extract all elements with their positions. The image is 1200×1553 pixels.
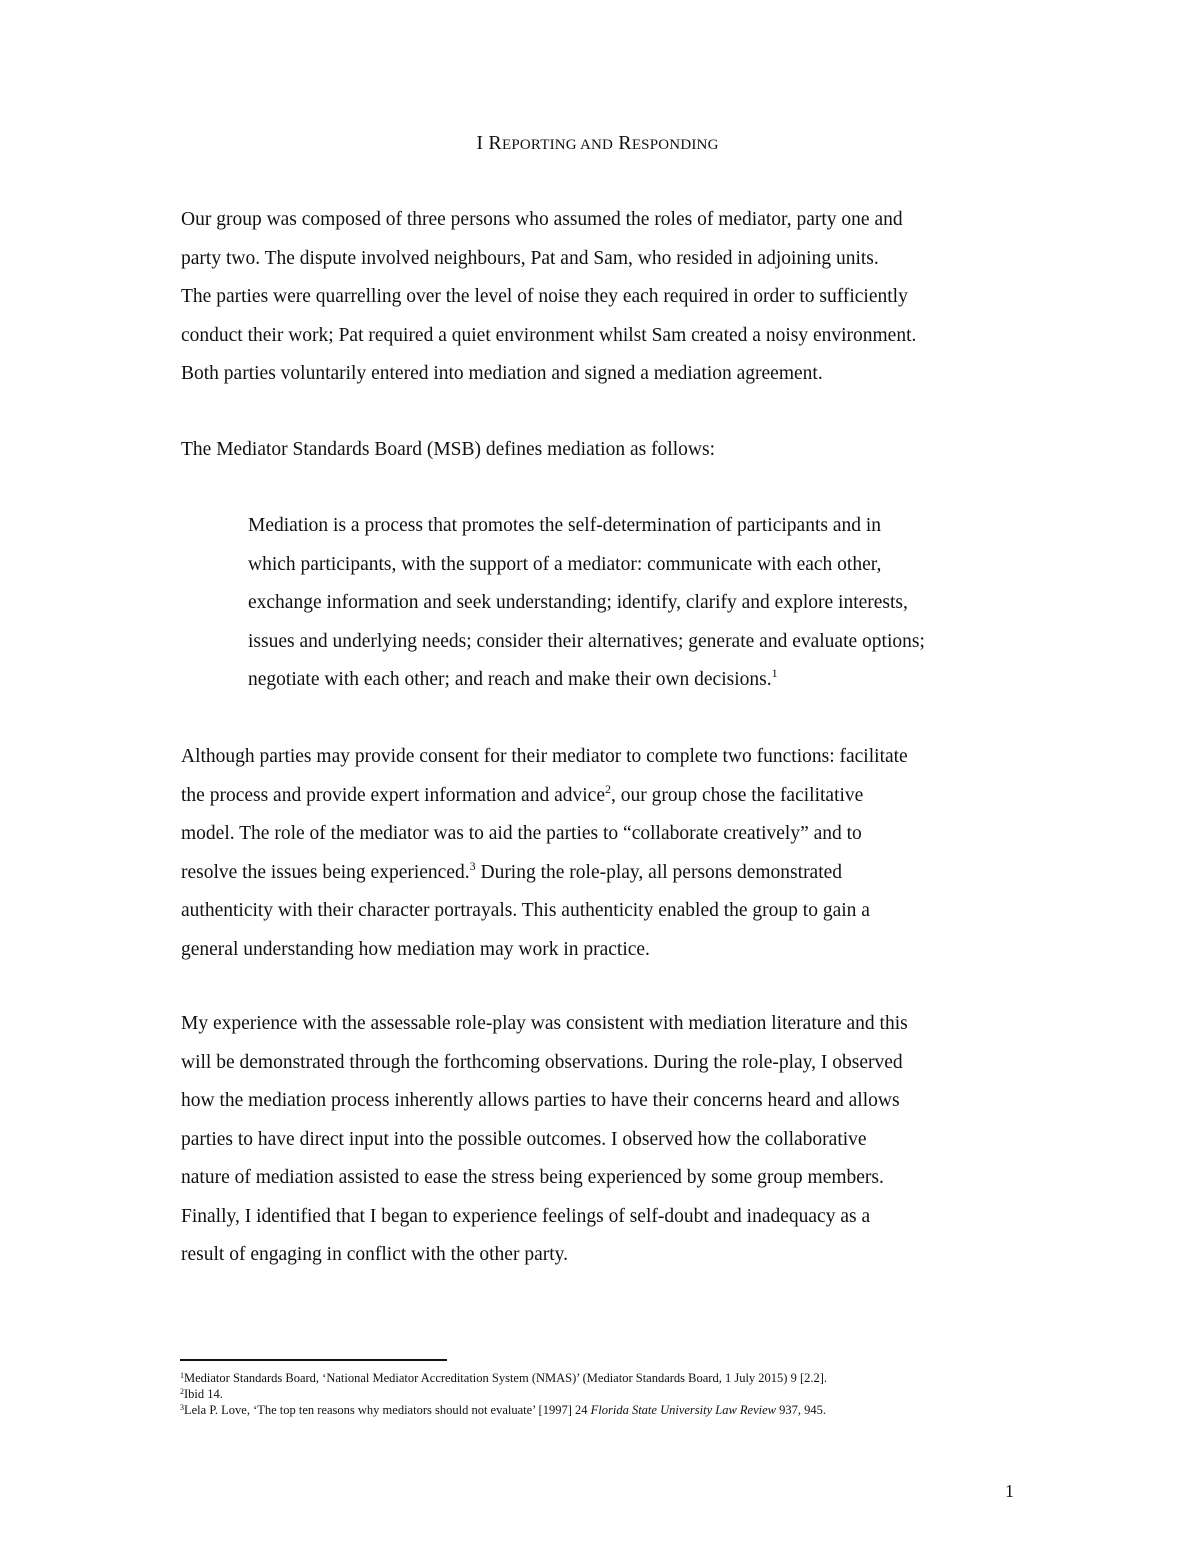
paragraph-facilitative-model <box>181 738 1031 969</box>
text-segment: the process and provide expert information and advice <box>181 784 605 806</box>
paragraph-msb-definition-intro <box>181 431 1031 470</box>
paragraph-experience <box>181 1005 1031 1275</box>
section-heading <box>0 132 1195 155</box>
page-number: 1 <box>1005 1481 1014 1501</box>
text-segment: , our group chose the facilitative <box>610 784 864 806</box>
footnote-reference-1[interactable]: 1 <box>771 666 778 680</box>
text-line: authenticity with their character portrayals. This authenticity enabled the group to gain a <box>181 900 870 921</box>
quote-line: Mediation is a process that promotes the self-determination of participants and in <box>248 515 882 536</box>
paragraph-group-composition <box>181 201 1031 394</box>
footnote-number: 1 <box>180 1371 184 1380</box>
heading-smallcaps-1: EPORTING AND <box>501 137 614 153</box>
text-segment: resolve the issues being experienced. <box>181 861 470 883</box>
footnote-text: Ibid 14. <box>184 1387 223 1401</box>
footnote-number: 2 <box>180 1387 184 1396</box>
footnote-text: Mediator Standards Board, ‘National Mediator Accreditation System (NMAS)’ (Mediator Standards Board, 1 July 2015) 9 [2.2]. <box>184 1371 828 1385</box>
text-line: conduct their work; Pat required a quiet environment whilst Sam created a noisy environment. <box>181 324 917 346</box>
text-segment: During the role-play, all persons demonstrated <box>475 861 843 883</box>
footnote-reference-3[interactable]: 3 <box>469 858 476 873</box>
heading-cap-1: I R <box>476 132 502 154</box>
quote-last-text: negotiate with each other; and reach and make their own decisions. <box>248 669 772 690</box>
quote-line: exchange information and seek understanding; identify, clarify and explore interests, <box>248 592 908 613</box>
text-line: nature of mediation assisted to ease the stress being experienced by some group members. <box>181 1167 884 1188</box>
text-line: Our group was composed of three persons who assumed the roles of mediator, party one and <box>181 209 903 230</box>
footnote-text: 937, 945. <box>776 1403 827 1417</box>
text-line <box>181 854 1031 893</box>
heading-cap-2: R <box>613 132 632 154</box>
text-line <box>181 777 1031 816</box>
footnote-separator <box>180 1359 447 1361</box>
quote-line: issues and underlying needs; consider their alternatives; generate and evaluate options; <box>248 630 925 652</box>
text-line: The parties were quarrelling over the level of noise they each required in order to sufficiently <box>181 286 908 307</box>
block-quote <box>248 507 1048 700</box>
quote-line: which participants, with the support of a mediator: communicate with each other, <box>248 553 882 575</box>
text-line: Although parties may provide consent for their mediator to complete two functions: facilitate <box>181 746 908 767</box>
footnote-1 <box>180 1370 1060 1386</box>
footnote-journal-title: Florida State University Law Review <box>590 1403 777 1417</box>
footnotes <box>180 1370 1060 1418</box>
text-line: The Mediator Standards Board (MSB) defines mediation as follows: <box>181 439 715 460</box>
text-line: will be demonstrated through the forthcoming observations. During the role-play, I observed <box>181 1051 903 1073</box>
footnote-2 <box>180 1386 1060 1402</box>
footnote-text: Lela P. Love, ‘The top ten reasons why mediators should not evaluate’ [1997] 24 <box>184 1403 591 1417</box>
text-line: Finally, I identified that I began to experience feelings of self-doubt and inadequacy as a <box>181 1205 871 1227</box>
text-line: party two. The dispute involved neighbours, Pat and Sam, who resided in adjoining units. <box>181 247 879 269</box>
text-line: how the mediation process inherently allows parties to have their concerns heard and allows <box>181 1090 900 1111</box>
text-line: Both parties voluntarily entered into mediation and signed a mediation agreement. <box>181 363 823 384</box>
text-line: general understanding how mediation may work in practice. <box>181 938 650 960</box>
text-line: My experience with the assessable role-play was consistent with mediation literature and this <box>181 1013 908 1034</box>
heading-smallcaps-2: ESPONDING <box>631 137 719 153</box>
quote-line <box>248 661 1048 700</box>
footnote-reference-2[interactable]: 2 <box>604 781 611 796</box>
footnote-number: 3 <box>180 1403 184 1412</box>
text-line: parties to have direct input into the possible outcomes. I observed how the collaborative <box>181 1128 867 1150</box>
text-line: result of engaging in conflict with the other party. <box>181 1244 569 1265</box>
footnote-3 <box>180 1402 1060 1418</box>
text-line: model. The role of the mediator was to aid the parties to “collaborate creatively” and to <box>181 823 862 844</box>
